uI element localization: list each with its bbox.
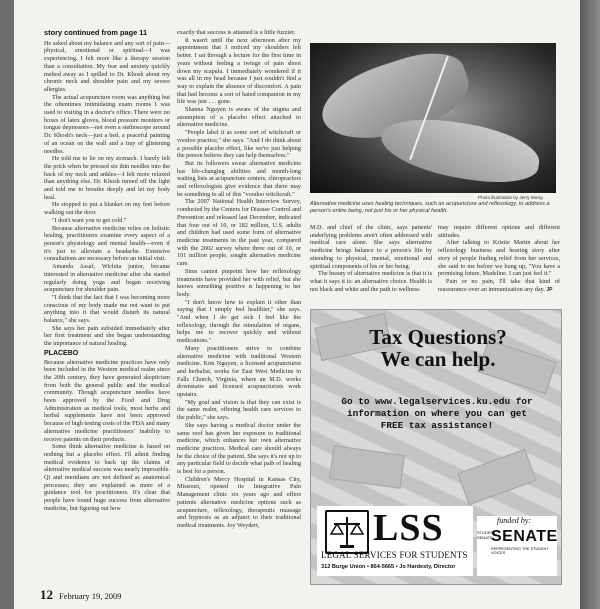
paragraph: Some think alternative medicine is based on nothing but a placebo effect. I'll admit finding medical evidence to back up the claims of alternative medical success was nearly impossible. Qi and meridians are not defined as anatomical processes; they are explained as more of a guidance tool for practitioners. It's clear that people have found huge success from alternative medicine, but figuring out how [44, 443, 170, 512]
paragraph: "I think that the fact that I was becoming more conscious of my body made me not want to put anything into it that would disturb its natural balance," she says. [44, 293, 170, 325]
paragraph: It wasn't until the next afternoon after my appointment that I noticed my shoulders felt better. I sat through a lecture for the first time in years without feeling a twinge of pain shoot down my scapula. I immediately wondered if it was all in my head because I just couldn't find a way to explain the absence of discomfort. A pain that had become a sort of hated companion in my life was just . . . gone. [177, 36, 301, 106]
section-subhead: PLACEBO [44, 349, 79, 357]
paragraph: Because alternative medicine relies on holistic healing, practitioners examine every aspect of a person's physiology and mental health—even if it's just to alleviate a headache. Extensive consultations are necessary before an initial visit. [44, 224, 170, 263]
paragraph: She says her pain subsided immediately after her first treatment and she began understanding the importance of natural healing. [44, 324, 170, 348]
column-2 [177, 29, 301, 530]
paragraph: The 2007 National Health Interview Survey, conducted by the Centers for Disease Control and Prevention and released last December, indicated that four out of 10, or 182 million, U.S. adults and children had used some form of alternative medicine treatments in the past year, compared with the 2002 survey where three out of 10, or 101 million people, sought alternative medicine care. [177, 198, 301, 268]
ad-body [327, 396, 547, 432]
photo-illustration [310, 43, 556, 193]
tax-help-advertisement [310, 309, 562, 585]
paragraph: "I don't want you to get cold." [52, 216, 127, 224]
funded-by-block [477, 516, 557, 576]
page-number: 12 [40, 587, 53, 602]
senate-tagline: REPRESENTING THE STUDENT VOICES [491, 547, 549, 555]
ad-headline-line2: We can help. [380, 347, 496, 371]
paragraph [438, 278, 560, 294]
paragraph: Many practitioners strive to combine alternative medicine with traditional Western medicine. Kim Nguyen, a licensed acupuncturist and herbalist, works for East West Medicine in Falls Church, Virginia, where an M.D. works downstairs and licensed acupuncturists work upstairs. [177, 344, 301, 399]
paragraph: M.D. and chief of the clinic, says patients' underlying problems aren't often addressed with medical care alone. She says alternative medicine brings balance to a person's life by attending to physical, mental, emotional and spiritual components of his or her being. [310, 224, 432, 270]
ad-headline [333, 326, 543, 370]
org-name: LEGAL SERVICES FOR STUDENTS [321, 550, 468, 560]
paragraph: Sims cannot pinpoint how her reflexology treatments have provided her with relief, but she knows something positive is happening to her body. [177, 267, 301, 298]
paragraph: "My goal and vision is that they can exist is the same realm, offering health care services to the public," she says. [177, 398, 301, 422]
paragraph: Children's Mercy Hospital in Kansas City, Missouri, opened its Integrative Pain Management clinic six years ago and offers patients alternative medicine options such as acupuncture, reflexology, therapeutic massage and hypnosis as an adjunct to their traditional medical treatments. Joy Weydert, [177, 475, 301, 529]
page-footer [40, 586, 122, 604]
paragraph: may require different options and different attitudes. [438, 224, 560, 239]
photo-credit: Photo illustration by Jerry Wang [478, 195, 543, 200]
paragraph: Amanda Assaf, Wichita junior, became interested in alternative medicine after she started regularly doing yoga and began receiving acupuncture for shoulder pain. [44, 263, 170, 294]
scan-edge [580, 0, 600, 609]
column-3 [310, 224, 432, 293]
lss-logo-block [317, 506, 473, 576]
running-head: story continued from page 11 [44, 28, 148, 37]
paragraph: She says having a medical doctor under the same roof has given her exposure to traditional medicine, which enhances her own alternative medicine practices. Medical care should always be the choice of the patient. She says it's not up to any particular field to decide what path of healing is best for a person. [177, 421, 301, 476]
funded-by-label: funded by: [497, 516, 531, 525]
paragraph-text: Pain or no pain, I'll take that kind of reassurance over an immunization any day. [438, 277, 560, 293]
column-1 [44, 29, 170, 513]
senate-prefix: STUDENT SENATE [477, 530, 496, 540]
paragraph: "People label it as some sort of witchcraft or voodoo practice," she says. "And I do think about a possible placebo effect, like we're just helping the person believe they can help themselves." [177, 129, 301, 160]
paragraph: He stopped to put a blanket on my feet before walking out the door. [44, 201, 170, 217]
scales-of-justice-icon [325, 510, 369, 554]
ad-body-line: FREE tax assistance! [380, 420, 494, 431]
ad-headline-line1: Tax Questions? [369, 325, 507, 349]
magazine-page [14, 0, 580, 609]
lss-logo-text: LSS [373, 507, 444, 549]
paragraph: But its followers swear alternative medicine has life-changing abilities and month-long waiting lists at acupuncture centers, chiropractors and reflexologists give evidence that there may be something to all of this "voodoo witchcraft." [177, 159, 301, 198]
paragraph: Because alternative medicine practices have only been included in the Western medical realm since the 20th century, they have generated skepticism from both the general public and the medical community. Though acupuncture needles have been approved by the Food and Drug Administration as medical tools, most herbs and herbal supplements have not been approved because of high testing costs of the FDA and many alternative medicine practitioners' inability to receive patents on their products. [44, 358, 170, 443]
end-mark: JP [546, 286, 553, 293]
paragraph: He told me to lie on my stomach. I barely felt the prick when he pressed six thin needles into the back of my neck and ankles—I felt more relaxed than anything else. Dr. Khosh turned off the light and told me to breathe deeply and let my body heal. [44, 155, 170, 201]
hand-shape [377, 112, 543, 189]
paragraph: Shanna Nguyen is aware of the stigma and assumption of a placebo effect attached to alternative medicine. [177, 106, 301, 129]
paragraph: "I don't know how to explain it other than saying that I simply feel healthier," she says. "And when I do get sick I feel like the reflexology, through the stimulation of organs, helps me to recover quickly and without medications." [177, 298, 301, 345]
ad-body-line: information on where you can get [346, 408, 528, 419]
money-graphic [457, 449, 536, 506]
paragraph: The actual acupuncture room was anything but the oftentimes intimidating exam rooms I was used to visiting in a doctor's office. There were no boxes of latex gloves, blood pressure monitors or tongue depressors—not even a stethoscope around Dr. Khosh's neck—just a bed, a peaceful painting of an ocean on the wall and a tray of glistening needles. [44, 93, 170, 155]
photo-caption: Alternative medicine uses healing techniques, such as acupuncture and reflexology, to address a person's entire being, not just his or her physical health. [310, 201, 550, 214]
senate-logo-text: SENATE [491, 528, 558, 545]
money-graphic [329, 445, 405, 489]
paragraph: exactly that success is attained is a little fuzzier. [177, 29, 296, 36]
paragraph: The beauty of alternative medicine is that it is what it says it is: an alternative choice. Health is not black and white and the path to wellness [310, 270, 432, 293]
column-4 [438, 224, 560, 294]
paragraph: He asked about my balance and any sort of pain—physical, emotional or spiritual—I was experiencing. I felt more like a therapy session than a consultation. My fear and anxiety quickly melted away as I spilled to Dr. Khosh about my chronic neck and shoulder pain and my severe allergies. [44, 39, 170, 93]
paragraph: After talking to Kristie Martin about her reflexology business and hearing story after story of people finding relief from her services, she said to me before we hung up, "You have a promising future, Madeline. I can just feel it." [438, 239, 560, 278]
ad-body-line: Go to www.legalservices.ku.edu for [341, 396, 533, 407]
org-address: 312 Burge Union • 864-5665 • Jo Hardesty, Director [321, 564, 456, 570]
issue-date: February 19, 2009 [59, 591, 122, 601]
